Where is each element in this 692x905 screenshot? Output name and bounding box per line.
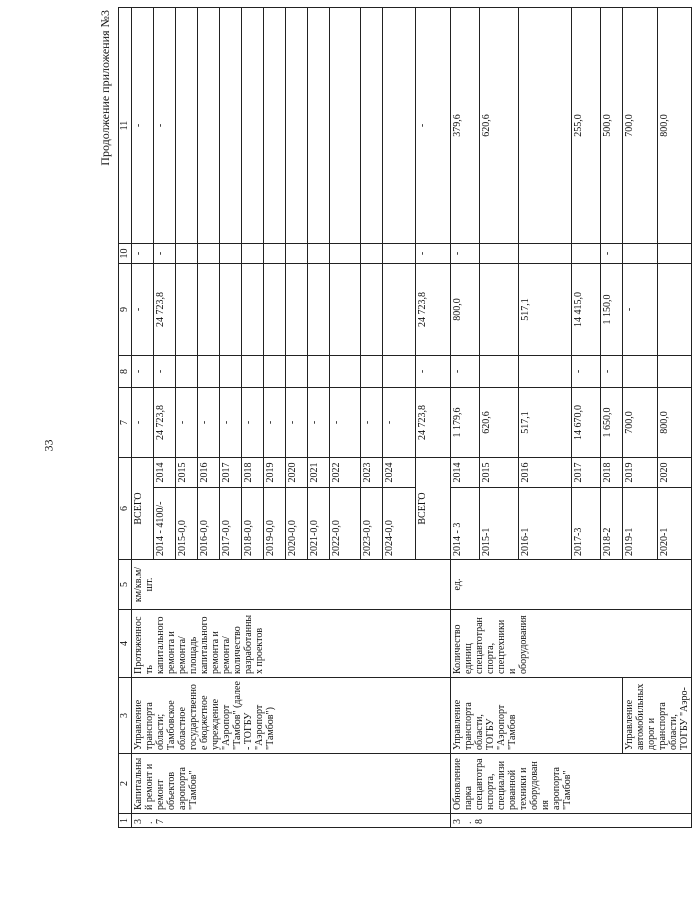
target-value: 2018-0,0 [242, 488, 264, 560]
year: 2021 [308, 458, 330, 488]
col-header: 4 [119, 610, 132, 678]
cell: 379,6 [451, 8, 480, 244]
cell: 255,0 [572, 8, 601, 244]
program-table [118, 7, 692, 828]
year: 2018 [601, 458, 623, 488]
cell: - [132, 356, 154, 388]
target-value: 2023-0,0 [361, 488, 383, 560]
year: 2014 [451, 458, 480, 488]
col-header: 3 [119, 678, 132, 754]
table-row [451, 8, 480, 828]
unit: км/кв.м/шт. [132, 560, 451, 610]
cell: - [416, 356, 451, 388]
col-header: 2 [119, 754, 132, 814]
target-value: 2017-3 [572, 488, 601, 560]
cell: 24 723,8 [416, 388, 451, 458]
cell: - [154, 244, 176, 264]
col-header: 9 [119, 264, 132, 356]
cell: - [572, 356, 601, 388]
cell: - [242, 388, 264, 458]
col-header: 6 [119, 458, 132, 560]
cell: - [132, 388, 154, 458]
page-number: 33 [41, 439, 56, 452]
target-value: 2024-0,0 [383, 488, 416, 560]
cell: 24 723,8 [154, 388, 176, 458]
target-value: 2020-1 [657, 488, 692, 560]
cell: - [623, 264, 658, 356]
cell: - [330, 388, 361, 458]
total-label: ВСЕГО [132, 458, 154, 560]
indicator: Количество единиц спецавтотранспорта, спецтехники и оборудования [451, 610, 692, 678]
cell: - [132, 264, 154, 356]
year: 2022 [330, 458, 361, 488]
executor: Управление транспорта области; Тамбовское областное государственное бюджетное учреждение "Аэропорт "Тамбов" (далее - ТОГБУ "Аэропорт "Тамбов") [132, 678, 451, 754]
cell: - [416, 244, 451, 264]
year: 2015 [480, 458, 519, 488]
cell: 500,0 [601, 8, 623, 244]
cell: - [286, 388, 308, 458]
year: 2017 [572, 458, 601, 488]
target-value: 2017-0,0 [220, 488, 242, 560]
cell: - [176, 388, 198, 458]
cell: - [383, 388, 416, 458]
cell: - [308, 388, 330, 458]
year: 2023 [361, 458, 383, 488]
table-row [623, 8, 658, 828]
cell: 24 723,8 [416, 264, 451, 356]
table-row [132, 8, 154, 828]
col-header: 10 [119, 244, 132, 264]
year: 2018 [242, 458, 264, 488]
cell: - [198, 388, 220, 458]
cell: - [154, 8, 176, 244]
cell: - [132, 244, 154, 264]
cell: - [451, 356, 480, 388]
unit: ед. [451, 560, 692, 610]
target-value: 2022-0,0 [330, 488, 361, 560]
cell: - [154, 356, 176, 388]
year: 2019 [264, 458, 286, 488]
executor: Управление автомобильных дорог и транспорта области, ТОГБУ "Аэро- [623, 678, 692, 754]
cell: 800,0 [451, 264, 480, 356]
target-value: 2016-1 [519, 488, 572, 560]
year: 2016 [198, 458, 220, 488]
executor: Управление транспорта области, ТОГБУ "Аэропорт "Тамбов [451, 678, 623, 754]
year: 2015 [176, 458, 198, 488]
year: 2020 [286, 458, 308, 488]
target-value: 2019-1 [623, 488, 658, 560]
col-header: 11 [119, 8, 132, 244]
activity-name: Обновление парка спецавтотранспорта, специализированной техники и оборудования аэропорта "Тамбов" [451, 754, 692, 814]
col-header: 7 [119, 388, 132, 458]
cell: 517,1 [519, 388, 572, 458]
year: 2020 [657, 458, 692, 488]
cell: 24 723,8 [154, 264, 176, 356]
indicator: Протяженность капитального ремонта и ремонта/площадь капитального ремонта и ремонта/количество разработанных проектов [132, 610, 451, 678]
year: 2014 [154, 458, 176, 488]
rotated-page [98, 8, 690, 828]
header-row [119, 8, 132, 828]
cell: 1 650,0 [601, 388, 623, 458]
year: 2024 [383, 458, 416, 488]
cell: 14 415,0 [572, 264, 601, 356]
target-value: 2016-0,0 [198, 488, 220, 560]
cell: - [416, 8, 451, 244]
target-value: 2015-1 [480, 488, 519, 560]
row-number: 3.8 [451, 814, 692, 828]
appendix-caption: Продолжение приложения №3 [98, 10, 112, 166]
total-label: ВСЕГО [416, 458, 451, 560]
target-value: 2014 - 4100/- [154, 488, 176, 560]
cell: - [601, 244, 623, 264]
col-header: 8 [119, 356, 132, 388]
cell: - [451, 244, 480, 264]
target-value: 2015-0,0 [176, 488, 198, 560]
target-value: 2020-0,0 [286, 488, 308, 560]
year: 2016 [519, 458, 572, 488]
cell: 14 670,0 [572, 388, 601, 458]
cell: 700,0 [623, 8, 658, 244]
target-value: 2014 - 3 [451, 488, 480, 560]
year: 2017 [220, 458, 242, 488]
target-value: 2018-2 [601, 488, 623, 560]
target-value: 2019-0,0 [264, 488, 286, 560]
row-number: 3.7 [132, 814, 451, 828]
cell: 620,6 [480, 8, 519, 244]
cell: 620,6 [480, 388, 519, 458]
year: 2019 [623, 458, 658, 488]
cell: 1 150,0 [601, 264, 623, 356]
activity-name: Капитальный ремонт и ремонт объектов аэропорта "Тамбов" [132, 754, 451, 814]
cell: - [601, 356, 623, 388]
cell: 517,1 [519, 264, 572, 356]
col-header: 5 [119, 560, 132, 610]
cell: - [264, 388, 286, 458]
cell: - [132, 8, 154, 244]
cell: 1 179,6 [451, 388, 480, 458]
target-value: 2021-0,0 [308, 488, 330, 560]
cell: - [220, 388, 242, 458]
cell: 800,0 [657, 8, 692, 244]
cell: - [361, 388, 383, 458]
cell: 800,0 [657, 388, 692, 458]
cell: 700,0 [623, 388, 658, 458]
col-header: 1 [119, 814, 132, 828]
